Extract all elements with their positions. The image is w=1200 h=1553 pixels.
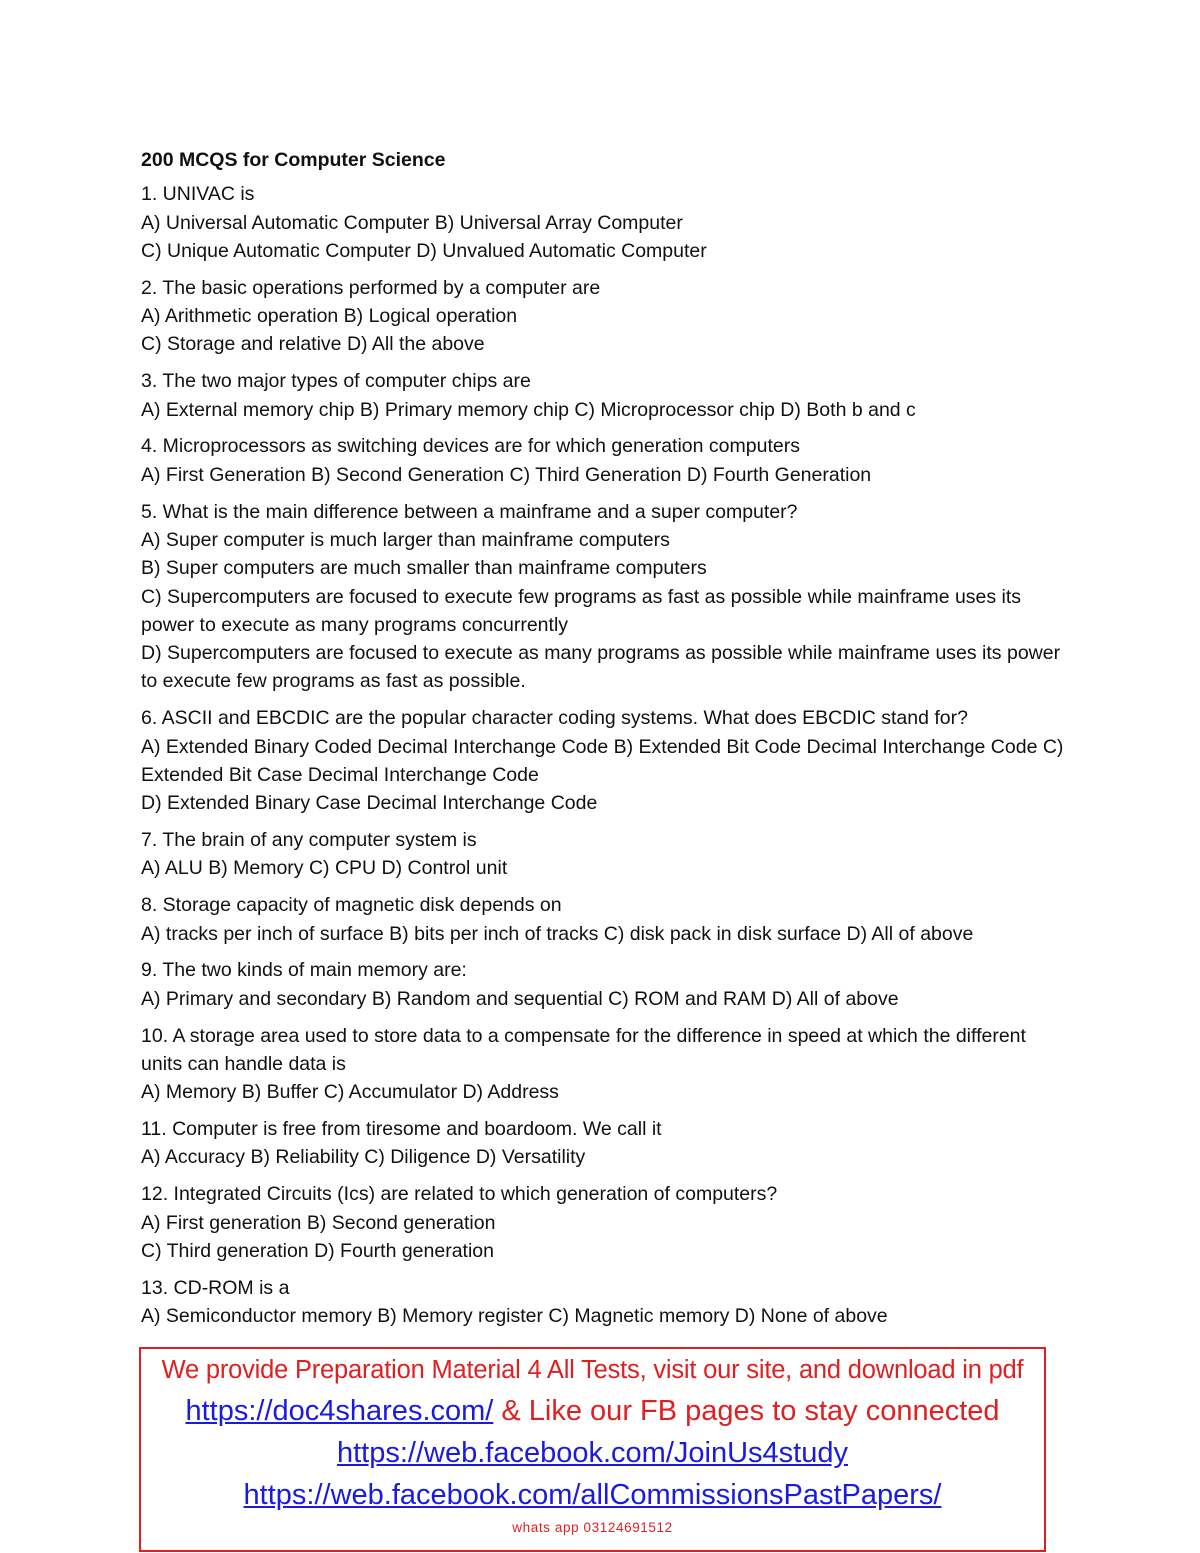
question-7: [141, 826, 1071, 883]
answer-options: D) Extended Binary Case Decimal Interchange Code: [141, 792, 598, 815]
question-text: 9. The two kinds of main memory are:: [141, 959, 467, 982]
question-8: [141, 891, 1071, 948]
promo-site-line: [141, 1395, 1044, 1428]
question-13: [141, 1274, 1071, 1331]
promo-box: [139, 1347, 1046, 1552]
question-text: 12. Integrated Circuits (Ics) are related to which generation of computers?: [141, 1183, 778, 1206]
answer-options: A) tracks per inch of surface B) bits per inch of tracks C) disk pack in disk surface D) All of above: [141, 922, 974, 945]
promo-like-text: & Like our FB pages to stay connected: [493, 1395, 1000, 1427]
question-2: [141, 274, 1071, 359]
question-text: 8. Storage capacity of magnetic disk depends on: [141, 894, 562, 917]
answer-options: B) Super computers are much smaller than mainframe computers: [141, 557, 707, 580]
answer-options: A) Extended Binary Coded Decimal Interchange Code B) Extended Bit Code Decimal Interchange Code C) Extended Bit Case Decimal Interchange Code: [141, 735, 1064, 786]
facebook-link-joinus4study[interactable]: https://web.facebook.com/JoinUs4study: [337, 1437, 848, 1469]
question-12: [141, 1180, 1071, 1265]
question-11: [141, 1115, 1071, 1172]
question-text: 11. Computer is free from tiresome and boardoom. We call it: [141, 1118, 662, 1141]
answer-options: C) Third generation D) Fourth generation: [141, 1239, 494, 1262]
document-body: [141, 146, 1071, 1339]
answer-options: C) Supercomputers are focused to execute few programs as fast as possible while mainframe uses its power to execute as many programs concurrently: [141, 585, 1022, 636]
question-text: 7. The brain of any computer system is: [141, 829, 477, 852]
question-text: 4. Microprocessors as switching devices are for which generation computers: [141, 435, 800, 458]
answer-options: A) Super computer is much larger than mainframe computers: [141, 528, 670, 551]
promo-text: We provide Preparation Material 4 All Tests, visit our site, and download in pdf: [161, 1356, 1024, 1384]
document-title: 200 MCQS for Computer Science: [141, 149, 446, 171]
question-5: [141, 498, 1071, 696]
facebook-link-past-papers[interactable]: https://web.facebook.com/allCommissionsPastPapers/: [243, 1479, 942, 1511]
answer-options: A) Primary and secondary B) Random and sequential C) ROM and RAM D) All of above: [141, 987, 899, 1010]
whatsapp-number: whats app 03124691512: [512, 1520, 673, 1535]
answer-options: C) Storage and relative D) All the above: [141, 333, 485, 356]
question-text: 10. A storage area used to store data to a compensate for the difference in speed at which the different units can handle data is: [141, 1024, 1026, 1075]
question-text: 2. The basic operations performed by a computer are: [141, 276, 601, 299]
answer-options: A) Universal Automatic Computer B) Universal Array Computer: [141, 211, 683, 234]
answer-options: D) Supercomputers are focused to execute as many programs as possible while mainframe uses its power to execute few programs as fast as possible.: [141, 642, 1061, 693]
question-10: [141, 1022, 1071, 1107]
question-9: [141, 956, 1071, 1013]
promo-fb-line-1: [141, 1437, 1044, 1470]
question-text: 5. What is the main difference between a mainframe and a super computer?: [141, 500, 798, 523]
answer-options: A) Semiconductor memory B) Memory register C) Magnetic memory D) None of above: [141, 1305, 888, 1328]
question-text: 6. ASCII and EBCDIC are the popular character coding systems. What does EBCDIC stand for?: [141, 707, 968, 730]
answer-options: A) First Generation B) Second Generation C) Third Generation D) Fourth Generation: [141, 463, 872, 486]
answer-options: C) Unique Automatic Computer D) Unvalued Automatic Computer: [141, 239, 707, 262]
question-text: 3. The two major types of computer chips are: [141, 370, 531, 393]
answer-options: A) ALU B) Memory C) CPU D) Control unit: [141, 857, 508, 880]
answer-options: A) External memory chip B) Primary memory chip C) Microprocessor chip D) Both b and c: [141, 398, 916, 421]
answer-options: A) Accuracy B) Reliability C) Diligence D) Versatility: [141, 1146, 586, 1169]
question-list: [141, 180, 1071, 1330]
answer-options: A) Arithmetic operation B) Logical operation: [141, 305, 518, 328]
question-4: [141, 432, 1071, 489]
question-text: 13. CD-ROM is a: [141, 1276, 290, 1299]
answer-options: A) First generation B) Second generation: [141, 1211, 496, 1234]
answer-options: A) Memory B) Buffer C) Accumulator D) Address: [141, 1081, 559, 1104]
question-text: 1. UNIVAC is: [141, 183, 255, 206]
site-link[interactable]: https://doc4shares.com/: [185, 1395, 494, 1427]
question-1: [141, 180, 1071, 265]
question-3: [141, 367, 1071, 424]
promo-fb-line-2: [141, 1479, 1044, 1512]
question-6: [141, 704, 1071, 817]
